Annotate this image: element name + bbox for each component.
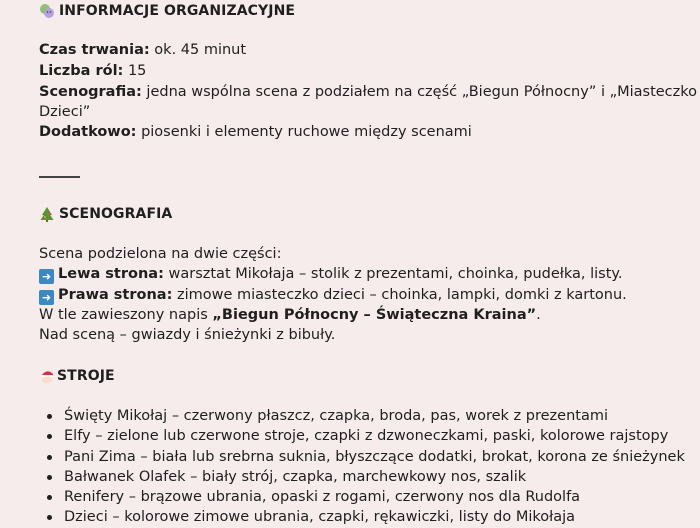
scenography-above: Nad sceną – gwiazdy i śnieżynki z bibuły. — [39, 327, 336, 343]
scenography-left — [39, 266, 623, 284]
santa-icon — [39, 368, 55, 384]
field-label: Czas trwania: — [39, 42, 150, 58]
divider — [39, 176, 80, 178]
info-extra — [39, 124, 472, 140]
field-label: Prawa strona: — [58, 287, 173, 303]
field-label: Lewa strona: — [58, 266, 164, 282]
scenography-banner — [39, 307, 541, 323]
info-roles — [39, 63, 146, 79]
field-value: Dzieci” — [39, 104, 91, 120]
text: W tle zawieszony napis — [39, 307, 213, 323]
field-value: 15 — [123, 63, 147, 79]
field-value: jedna wspólna scena z podziałem na część „Biegun Północny” i „Miasteczko — [141, 84, 698, 100]
theater-masks-icon — [39, 3, 55, 19]
list-item: Święty Mikołaj – czerwony płaszcz, czapka, broda, pas, worek z prezentami — [39, 406, 685, 426]
field-label: Scenografia: — [39, 84, 142, 100]
list-item: Dzieci – kolorowe zimowe ubrania, czapki, rękawiczki, listy do Mikołaja — [39, 507, 685, 527]
field-label: Dodatkowo: — [39, 124, 137, 140]
heading-text: INFORMACJE ORGANIZACYJNE — [59, 3, 296, 19]
scenography-right — [39, 287, 627, 305]
costume-list — [39, 406, 685, 528]
scenography-intro: Scena podzielona na dwie części: — [39, 246, 282, 262]
heading-text: STROJE — [57, 368, 115, 384]
arrow-right-icon: ➜ — [39, 269, 54, 284]
list-item: Elfy – zielone lub czerwone stroje, czapki z dzwoneczkami, paski, kolorowe rajstopy — [39, 426, 685, 446]
section-heading-info — [39, 3, 295, 19]
info-scenography-cont — [39, 104, 90, 120]
list-item: Bałwanek Olafek – biały strój, czapka, marchewkowy nos, szalik — [39, 467, 685, 487]
section-heading-scenography — [39, 206, 172, 222]
field-value: warsztat Mikołaja – stolik z prezentami, choinka, pudełka, listy. — [163, 266, 623, 282]
field-value: zimowe miasteczko dzieci – choinka, lampki, domki z kartonu. — [172, 287, 627, 303]
section-heading-costumes — [39, 368, 115, 384]
field-label: Liczba ról: — [39, 63, 124, 79]
list-item: Renifery – brązowe ubrania, opaski z rogami, czerwony nos dla Rudolfa — [39, 487, 685, 507]
list-item: Pani Zima – biała lub srebrna suknia, błyszczące dodatki, brokat, korona ze śnieżynek — [39, 447, 685, 467]
banner-text: „Biegun Północny – Świąteczna Kraina” — [212, 307, 537, 323]
field-value: piosenki i elementy ruchowe między scenami — [136, 124, 472, 140]
heading-text: SCENOGRAFIA — [59, 206, 173, 222]
info-scenography — [39, 84, 697, 100]
info-duration — [39, 42, 246, 58]
arrow-right-icon: ➜ — [39, 290, 54, 305]
text: . — [536, 307, 541, 323]
field-value: ok. 45 minut — [149, 42, 247, 58]
christmas-tree-icon — [39, 206, 55, 222]
